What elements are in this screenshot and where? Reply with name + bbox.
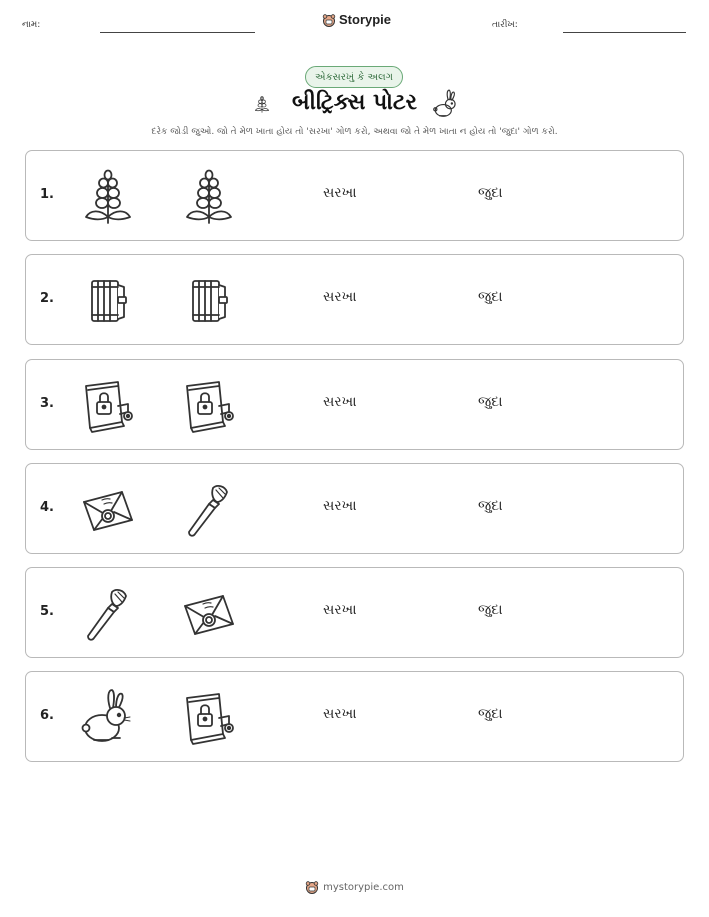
question-row-5 <box>25 567 684 658</box>
same-option[interactable]: સરખા <box>323 394 357 410</box>
question-number: 6. <box>40 708 54 723</box>
brand-logo <box>322 12 391 27</box>
footer-url[interactable]: mystorypie.com <box>323 881 404 893</box>
instructions: દરેક જોડી જુઓ. જો તે મેળ ખાતા હોય તો 'સરખા' ગોળ કરો, અથવા જો તે મેળ ખાતા ન હોય તો 'જુદા' ગોળ કરો. <box>151 127 558 137</box>
same-option[interactable]: સરખા <box>323 289 357 305</box>
same-option[interactable]: સરખા <box>323 185 357 201</box>
envelope-icon <box>179 584 239 644</box>
locked-diary-icon <box>179 688 239 748</box>
question-row-4 <box>25 463 684 554</box>
footer <box>0 880 709 894</box>
question-row-3 <box>25 359 684 450</box>
envelope-icon <box>78 480 138 540</box>
question-row-1 <box>25 150 684 241</box>
same-option[interactable]: સરખા <box>323 602 357 618</box>
rabbit-icon <box>430 88 462 120</box>
question-number: 5. <box>40 604 54 619</box>
foxglove-icon <box>179 167 239 227</box>
question-number: 2. <box>40 291 54 306</box>
different-option[interactable]: જુદા <box>478 394 503 410</box>
same-option[interactable]: સરખા <box>323 706 357 722</box>
question-number: 1. <box>40 187 54 202</box>
name-label: નામ: <box>22 20 41 30</box>
gate-icon <box>78 271 138 331</box>
rabbit-icon <box>78 688 138 748</box>
same-option[interactable]: સરખા <box>323 498 357 514</box>
foxglove-icon <box>78 167 138 227</box>
storypie-mascot-icon <box>305 880 319 894</box>
date-line[interactable] <box>563 32 686 33</box>
question-number: 4. <box>40 500 54 515</box>
date-label: તારીખ: <box>492 20 518 30</box>
locked-diary-icon <box>179 376 239 436</box>
question-row-2 <box>25 254 684 345</box>
different-option[interactable]: જુદા <box>478 289 503 305</box>
different-option[interactable]: જુદા <box>478 185 503 201</box>
different-option[interactable]: જુદા <box>478 498 503 514</box>
name-line[interactable] <box>100 32 255 33</box>
different-option[interactable]: જુદા <box>478 706 503 722</box>
brand-name: Storypie <box>339 12 392 27</box>
locked-diary-icon <box>78 376 138 436</box>
question-number: 3. <box>40 396 54 411</box>
paintbrush-icon <box>78 584 138 644</box>
page-title: બીટ્રિક્સ પોટર <box>291 90 418 115</box>
worksheet-type-badge: એકસરખું કે અલગ <box>305 66 403 88</box>
question-row-6 <box>25 671 684 762</box>
different-option[interactable]: જુદા <box>478 602 503 618</box>
paintbrush-icon <box>179 480 239 540</box>
storypie-mascot-icon <box>322 13 336 27</box>
gate-icon <box>179 271 239 331</box>
